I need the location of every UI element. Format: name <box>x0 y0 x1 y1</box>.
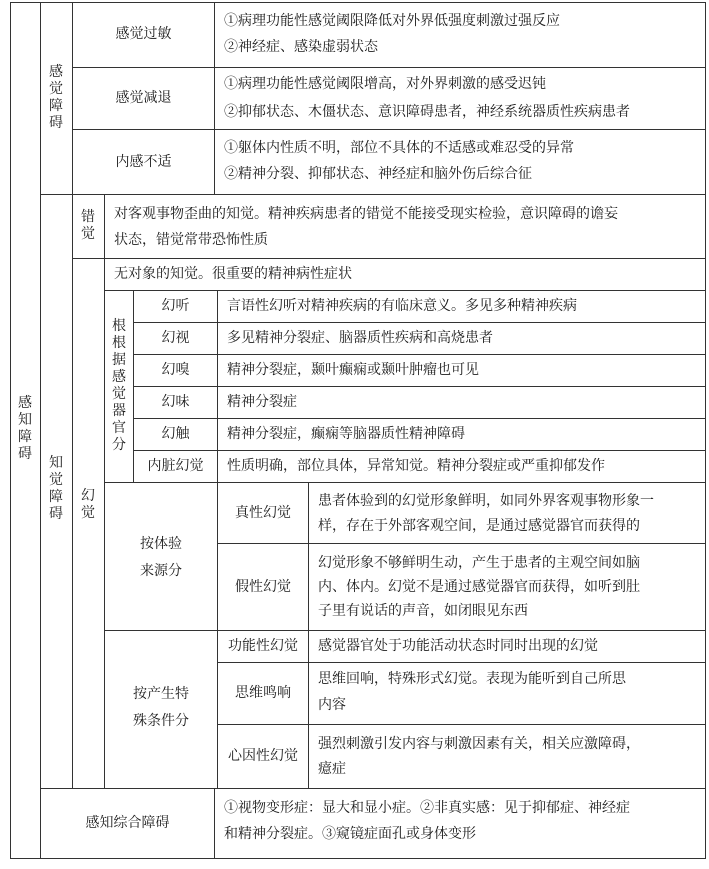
sensory-label: 感觉障碍 <box>49 64 63 131</box>
illusion-desc-line: 状态，错觉常带恐怖性质 <box>114 232 268 248</box>
synthesis-desc-line: 和精神分裂症。③窥镜症面孔或身体变形 <box>224 826 476 842</box>
source-desc-line: 子里有说话的声音，如闭眼见东西 <box>318 603 528 619</box>
condition-desc-line: 感觉器官处于功能活动状态时同时出现的幻觉 <box>318 638 598 654</box>
rule <box>217 662 706 663</box>
synthesis-name: 感知综合障碍 <box>85 815 170 831</box>
source-desc-line: 幻觉形象不够鲜明生动，产生于患者的主观空间如脑 <box>318 555 640 571</box>
rule <box>214 2 215 194</box>
condition-desc-line: 强烈刺激引发内容与刺激因素有关，相关应激障碍， <box>318 736 640 752</box>
synthesis-desc-line: ①视物变形症：显大和显小症。②非真实感：见于抑郁症、神经症 <box>224 800 630 816</box>
rule <box>217 543 706 544</box>
organ-name: 内脏幻觉 <box>147 458 204 474</box>
rule <box>40 194 706 195</box>
hallucination-intro: 无对象的知觉。很重要的精神病性症状 <box>114 266 352 282</box>
rule <box>10 2 706 3</box>
organ-name: 幻听 <box>161 298 190 314</box>
organ-desc: 言语性幻听对精神疾病的有临床意义。多见多种精神疾病 <box>227 298 577 314</box>
rule <box>40 2 41 859</box>
by-source-label: 按体验 <box>140 536 182 552</box>
organ-name: 幻视 <box>161 330 190 346</box>
rule <box>133 386 706 387</box>
rule <box>217 724 706 725</box>
rule <box>10 2 11 859</box>
organ-desc: 精神分裂症，颞叶癫痫或颞叶肿瘤也可见 <box>227 362 479 378</box>
source-desc-line: 患者体验到的幻觉形象鲜明，如同外界客观事物形象一 <box>318 493 654 509</box>
by-condition-label: 按产生特 <box>133 686 189 702</box>
condition-desc-line: 内容 <box>318 697 346 713</box>
by-organ-label: 根根据感觉器官分 <box>112 318 126 453</box>
source-name: 真性幻觉 <box>235 505 291 521</box>
sensory-desc-line: ②精神分裂、抑郁状态、神经症和脑外伤后综合征 <box>224 166 532 182</box>
rule <box>133 322 706 323</box>
organ-desc: 性质明确，部位具体，异常知觉。精神分裂症或严重抑郁发作 <box>227 458 605 474</box>
sensory-desc-line: ①病理功能性感觉阈限增高，对外界刺激的感受迟钝 <box>224 76 546 92</box>
source-name: 假性幻觉 <box>235 579 291 595</box>
rule <box>72 194 73 788</box>
rule <box>104 482 706 483</box>
sensory-name: 感觉减退 <box>115 90 172 106</box>
rule <box>104 630 706 631</box>
sensory-name: 内感不适 <box>115 154 172 170</box>
condition-desc-line: 思维回响，特殊形式幻觉。表现为能听到自己所思 <box>318 671 626 687</box>
rule <box>10 858 706 859</box>
illusion-desc-line: 对客观事物歪曲的知觉。精神疾病患者的错觉不能接受现实检验，意识障碍的谵妄 <box>114 206 618 222</box>
organ-name: 幻味 <box>161 394 190 410</box>
organ-desc: 多见精神分裂症、脑器质性疾病和高烧患者 <box>227 330 493 346</box>
sensory-desc-line: ①躯体内性质不明，部位不具体的不适感或难忍受的异常 <box>224 140 574 156</box>
condition-name: 功能性幻觉 <box>228 638 298 654</box>
source-desc-line: 内、体内。幻觉不是通过感觉器官而获得，如听到肚 <box>318 579 640 595</box>
organ-desc: 精神分裂症 <box>227 394 297 410</box>
sensory-desc-line: ②抑郁状态、木僵状态、意识障碍患者，神经系统器质性疾病患者 <box>224 104 630 120</box>
illusion-label: 错觉 <box>81 209 95 242</box>
organ-name: 幻嗅 <box>161 362 190 378</box>
source-desc-line: 样，存在于外部客观空间，是通过感觉器官而获得的 <box>318 518 640 534</box>
rule <box>133 418 706 419</box>
rule <box>214 788 215 859</box>
rule <box>104 290 706 291</box>
by-condition-label: 殊条件分 <box>133 713 189 729</box>
rule <box>133 450 706 451</box>
rule <box>705 2 706 859</box>
root-label: 感知障碍 <box>18 395 32 462</box>
condition-desc-line: 癔症 <box>318 761 346 777</box>
organ-desc: 精神分裂症，癫痫等脑器质性精神障碍 <box>227 426 465 442</box>
rule <box>72 67 706 68</box>
condition-name: 心因性幻觉 <box>228 748 298 764</box>
rule <box>133 354 706 355</box>
sensory-desc-line: ①病理功能性感觉阈限降低对外界低强度刺激过强反应 <box>224 13 560 29</box>
rule <box>40 788 706 789</box>
organ-name: 幻触 <box>161 426 190 442</box>
rule <box>72 258 706 259</box>
sensory-name: 感觉过敏 <box>115 26 172 42</box>
rule <box>72 129 706 130</box>
condition-name: 思维鸣响 <box>235 685 291 701</box>
hallucination-label: 幻觉 <box>81 488 95 521</box>
perception-label: 知觉障碍 <box>49 455 63 522</box>
sensory-desc-line: ②神经症、感染虚弱状态 <box>224 39 378 55</box>
by-source-label: 来源分 <box>140 563 182 579</box>
rule <box>308 482 309 788</box>
